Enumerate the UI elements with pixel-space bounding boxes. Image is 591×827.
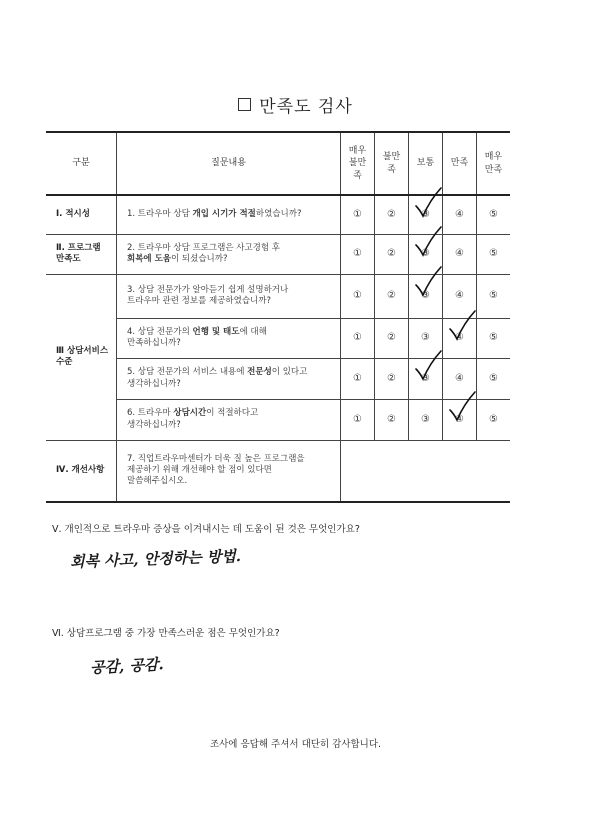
- rating-mark: ③: [421, 413, 430, 425]
- header-scale-1: 매우 불만 족: [341, 132, 375, 195]
- rating-option-5[interactable]: [477, 399, 511, 440]
- section-label: Ⅲ 상담서비스 수준: [46, 274, 117, 440]
- rating-mark: ⑤: [489, 248, 498, 260]
- question-row: [46, 358, 510, 399]
- section-label: Ⅳ. 개선사항: [46, 440, 117, 502]
- rating-mark: ②: [387, 332, 396, 344]
- rating-mark: ④: [455, 332, 464, 344]
- rating-mark: ⑤: [489, 290, 498, 302]
- checkbox-icon: [238, 98, 251, 111]
- rating-mark: ①: [353, 372, 362, 384]
- rating-mark: ④: [455, 290, 464, 302]
- section-label: Ⅱ. 프로그램 만족도: [46, 234, 117, 274]
- rating-option-1[interactable]: [341, 318, 375, 358]
- rating-mark: ④: [455, 209, 464, 220]
- question-5-label: Ⅴ. 개인적으로 트라우마 증상을 이겨내시는 데 도움이 된 것은 무엇인가요?: [52, 524, 360, 535]
- question-text: 3. 상담 전문가가 알아듣기 쉽게 설명하거나 트라우마 관련 정보를 제공하였습니까?: [117, 274, 341, 318]
- rating-mark: ③: [421, 332, 430, 344]
- rating-option-3[interactable]: [409, 358, 443, 399]
- rating-option-5[interactable]: [477, 195, 511, 234]
- rating-option-5[interactable]: [477, 234, 511, 274]
- header-scale-5: 매우 만족: [477, 132, 511, 195]
- rating-mark: ③: [421, 248, 430, 260]
- rating-option-2[interactable]: [375, 195, 409, 234]
- footer-thanks: 조사에 응답해 주셔서 대단히 감사합니다.: [209, 739, 382, 750]
- question-text: 1. 트라우마 상담 개입 시기가 적절하였습니까?: [117, 195, 341, 234]
- header-scale-2: 불만 족: [375, 132, 409, 195]
- rating-option-3[interactable]: [409, 234, 443, 274]
- rating-option-4[interactable]: [443, 274, 477, 318]
- rating-mark: ②: [387, 290, 396, 302]
- rating-option-2[interactable]: [375, 318, 409, 358]
- rating-mark: ①: [353, 413, 362, 425]
- question-row: [46, 234, 510, 274]
- header-question: 질문내용: [117, 132, 341, 195]
- question-row: [46, 195, 510, 234]
- question-6-answer: 공감, 공감.: [89, 655, 165, 677]
- question-row: [46, 274, 510, 318]
- question-text: 6. 트라우마 상담시간이 적절하다고 생각하십니까?: [117, 399, 341, 440]
- rating-mark: ③: [421, 209, 430, 220]
- survey-table: [46, 131, 510, 503]
- rating-option-2[interactable]: [375, 358, 409, 399]
- question-text: 7. 직업트라우마센터가 더욱 질 높은 프로그램을 제공하기 위해 개선해야 할 점이 있다면 말씀해주십시오.: [117, 440, 341, 502]
- question-row: [46, 440, 510, 502]
- question-text: 2. 트라우마 상담 프로그램은 사고경험 후 회복에 도움이 되셨습니까?: [117, 234, 341, 274]
- section-label: Ⅰ. 적시성: [46, 195, 117, 234]
- rating-option-1[interactable]: [341, 274, 375, 318]
- page-title-text: 만족도 검사: [259, 97, 353, 117]
- rating-option-4[interactable]: [443, 318, 477, 358]
- rating-option-5[interactable]: [477, 274, 511, 318]
- rating-option-1[interactable]: [341, 399, 375, 440]
- rating-mark: ①: [353, 332, 362, 344]
- rating-mark: ①: [353, 248, 362, 260]
- rating-mark: ①: [353, 290, 362, 302]
- rating-mark: ④: [455, 248, 464, 260]
- rating-mark: ①: [353, 209, 362, 220]
- rating-option-5[interactable]: [477, 318, 511, 358]
- rating-mark: ②: [387, 248, 396, 260]
- rating-option-4[interactable]: [443, 195, 477, 234]
- rating-option-3[interactable]: [409, 399, 443, 440]
- rating-option-4[interactable]: [443, 358, 477, 399]
- rating-mark: ④: [455, 413, 464, 425]
- rating-option-4[interactable]: [443, 399, 477, 440]
- rating-mark: ⑤: [489, 332, 498, 344]
- rating-option-3[interactable]: [409, 274, 443, 318]
- question-6-label: Ⅵ. 상담프로그램 중 가장 만족스러운 점은 무엇인가요?: [52, 628, 280, 639]
- rating-option-3[interactable]: [409, 195, 443, 234]
- question-5-answer: 회복 사고, 안정하는 방법.: [69, 547, 242, 571]
- rating-mark: ②: [387, 372, 396, 384]
- rating-option-1[interactable]: [341, 358, 375, 399]
- rating-option-1[interactable]: [341, 195, 375, 234]
- rating-option-5[interactable]: [477, 358, 511, 399]
- header-row: [46, 132, 510, 195]
- rating-mark: ⑤: [489, 372, 498, 384]
- rating-mark: ⑤: [489, 413, 498, 425]
- rating-mark: ③: [421, 290, 430, 302]
- rating-option-4[interactable]: [443, 234, 477, 274]
- rating-option-3[interactable]: [409, 318, 443, 358]
- rating-option-2[interactable]: [375, 234, 409, 274]
- rating-mark: ③: [421, 372, 430, 384]
- rating-mark: ④: [455, 372, 464, 384]
- rating-mark: ⑤: [489, 209, 498, 220]
- question-text: 4. 상담 전문가의 언행 및 태도에 대해 만족하십니까?: [117, 318, 341, 358]
- header-scale-3: 보통: [409, 132, 443, 195]
- rating-option-2[interactable]: [375, 399, 409, 440]
- question-row: [46, 318, 510, 358]
- header-scale-4: 만족: [443, 132, 477, 195]
- question-text: 5. 상담 전문가의 서비스 내용에 전문성이 있다고 생각하십니까?: [117, 358, 341, 399]
- rating-option-1[interactable]: [341, 234, 375, 274]
- rating-mark: ②: [387, 413, 396, 425]
- question-row: [46, 399, 510, 440]
- header-category: 구분: [46, 132, 117, 195]
- improvement-answer-area[interactable]: [341, 440, 511, 502]
- rating-mark: ②: [387, 209, 396, 220]
- page-title: [0, 92, 591, 117]
- rating-option-2[interactable]: [375, 274, 409, 318]
